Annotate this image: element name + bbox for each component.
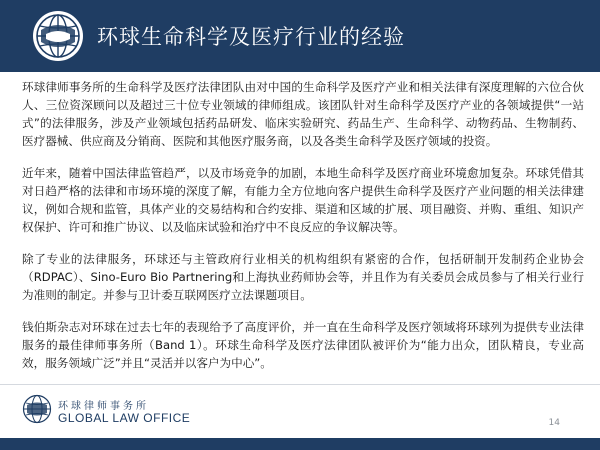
globe-icon xyxy=(32,10,84,62)
paragraph-market-environment: 近年来，随着中国法律监管趋严，以及市场竞争的加剧，本地生命科学及医疗商业环境愈加复杂。环球凭借其对日趋严格的法律和市场环境的深度了解，有能力全方位地向客户提供生命科学及医疗产业问题的相关法律建议，例如合规和监管，具体产业的交易结构和合约安排、渠道和区域的扩展、项目融资、并购、重组、知识产权保护、许可和推广协议、以及临床试验和治疗中不良反应的争议解决等。 xyxy=(22,166,584,234)
paragraph-chambers-ranking: 钱伯斯杂志对环球在过去七年的表现给予了高度评价，并一直在生命科学及医疗领域将环球列为提供专业法律服务的最佳律师事务所（Band 1）。环球生命科学及医疗法律团队被评价为“能力出众，团队精良，专业高效，服务领域广泛”并且“灵活并以客户为中心”。 xyxy=(22,320,584,370)
body-text xyxy=(22,78,584,386)
footer-band xyxy=(0,438,600,450)
header-banner xyxy=(0,0,600,72)
page-title: 环球生命科学及医疗行业的经验 xyxy=(97,25,405,49)
footer-divider xyxy=(0,384,600,385)
firm-name-en: GLOBAL LAW OFFICE xyxy=(58,411,191,425)
page-number: 14 xyxy=(548,418,560,428)
globe-icon xyxy=(22,394,52,424)
firm-name-cn: 环球律师事务所 xyxy=(58,401,149,412)
paragraph-team-intro: 环球律师事务所的生命科学及医疗法律团队由对中国的生命科学及医疗产业和相关法律有深度理解的六位合伙人、三位资深顾问以及超过三十位专业领域的律师组成。该团队针对生命科学及医疗产业的各领域提供“一站式”的法律服务，涉及产业领域包括药品研发、临床实验研究、药品生产、生命科学、动物药品、生物制药、医疗器械、供应商及分销商、医院和其他医疗服务商，以及各类生命科学及医疗领域的投资。 xyxy=(22,80,584,148)
paragraph-industry-cooperation: 除了专业的法律服务，环球还与主管政府行业相关的机构组织有紧密的合作，包括研制开发制药企业协会（RDPAC）、Sino-Euro Bio Partnering和上海执业药师协会等，并且作为有关委员会成员参与了相关行业行为准则的制定。并参与卫计委互联网医疗立法课题项目。 xyxy=(22,252,584,302)
